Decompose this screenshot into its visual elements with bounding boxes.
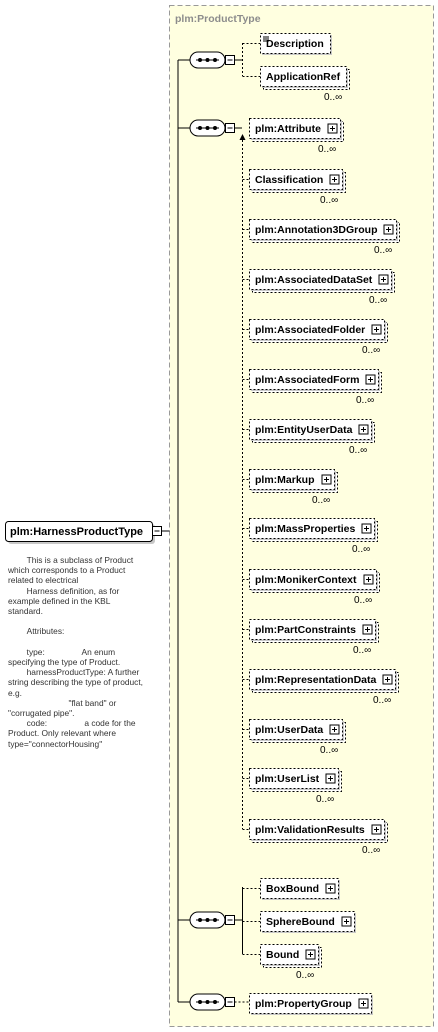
element-box-bound[interactable] (261, 879, 341, 901)
multiplicity-label: 0..∞ (324, 92, 343, 103)
expand-icon[interactable] (306, 950, 315, 959)
expand-icon[interactable] (328, 124, 337, 133)
sequence-icon (190, 120, 225, 136)
root-element-label: plm:HarnessProductType (10, 526, 144, 538)
sequence-icon (190, 912, 225, 928)
element-label: plm:PropertyGroup (255, 998, 352, 1010)
expand-icon[interactable] (330, 725, 339, 734)
multiplicity-label: 0..∞ (320, 195, 339, 206)
element-label: plm:EntityUserData (255, 424, 353, 436)
element-label: plm:PartConstraints (255, 624, 356, 636)
element-label: Description (266, 38, 324, 50)
element-label: plm:RepresentationData (255, 674, 377, 686)
expand-icon[interactable] (383, 675, 392, 684)
expand-icon[interactable] (326, 884, 335, 893)
element-description[interactable] (261, 34, 333, 56)
element-label: plm:ValidationResults (255, 824, 365, 836)
expand-icon[interactable] (342, 917, 351, 926)
multiplicity-label: 0..∞ (362, 345, 381, 356)
expand-icon[interactable] (372, 325, 381, 334)
element-label: plm:UserData (255, 724, 324, 736)
element-label: Classification (255, 174, 324, 186)
expand-icon[interactable] (372, 825, 381, 834)
expand-icon[interactable] (364, 575, 373, 584)
expand-icon[interactable] (366, 375, 375, 384)
element-label: BoxBound (266, 883, 320, 895)
element-label: ApplicationRef (266, 71, 341, 83)
multiplicity-label: 0..∞ (353, 645, 372, 656)
multiplicity-label: 0..∞ (354, 595, 373, 606)
expand-icon[interactable] (330, 175, 339, 184)
element-label: plm:AssociatedFolder (255, 324, 366, 336)
multiplicity-label: 0..∞ (362, 845, 381, 856)
multiplicity-label: 0..∞ (369, 295, 388, 306)
root-collapse-icon[interactable] (153, 527, 162, 536)
element-label: plm:MonikerContext (255, 574, 357, 586)
expand-icon[interactable] (384, 225, 393, 234)
expand-icon[interactable] (326, 774, 335, 783)
multiplicity-label: 0..∞ (373, 695, 392, 706)
element-label: SphereBound (266, 916, 335, 928)
expand-icon[interactable] (363, 625, 372, 634)
sequence-collapse-icon[interactable] (226, 124, 235, 133)
multiplicity-label: 0..∞ (318, 144, 337, 155)
multiplicity-label: 0..∞ (374, 245, 393, 256)
element-sphere-bound[interactable] (261, 912, 357, 934)
sequence-collapse-icon[interactable] (226, 56, 235, 65)
element-label: plm:Annotation3DGroup (255, 224, 378, 236)
multiplicity-label: 0..∞ (296, 970, 315, 981)
expand-icon[interactable] (322, 475, 331, 484)
element-property-group[interactable] (250, 994, 374, 1016)
multiplicity-label: 0..∞ (349, 445, 368, 456)
expand-icon[interactable] (362, 524, 371, 533)
element-label: Bound (266, 949, 300, 961)
element-label: plm:Markup (255, 474, 315, 486)
container-title: plm:ProductType (175, 13, 261, 25)
multiplicity-label: 0..∞ (312, 495, 331, 506)
multiplicity-label: 0..∞ (316, 794, 335, 805)
element-label: plm:AssociatedDataSet (255, 274, 373, 286)
expand-icon[interactable] (359, 425, 368, 434)
sequence-icon (190, 994, 225, 1010)
multiplicity-label: 0..∞ (356, 395, 375, 406)
sequence-collapse-icon[interactable] (226, 998, 235, 1007)
multiplicity-label: 0..∞ (352, 544, 371, 555)
element-label: plm:AssociatedForm (255, 374, 360, 386)
sequence-icon (190, 52, 225, 68)
sequence-collapse-icon[interactable] (226, 916, 235, 925)
element-label: plm:MassProperties (255, 523, 356, 535)
expand-icon[interactable] (379, 275, 388, 284)
expand-icon[interactable] (359, 999, 368, 1008)
documentation-text: This is a subclass of Product which corresponds to a Product related to electrical Harness definition, as for example defined in the KBL standard. Attributes: type: An enum specifying the type of Product. harnessProductType: A further string describing the type of product, e.g. "flat band" or "corrugated pipe". code: a code for the Product. Only relevant where type="connectorHousing" (8, 555, 144, 749)
element-label: plm:Attribute (255, 123, 321, 135)
element-label: plm:UserList (255, 773, 320, 785)
multiplicity-label: 0..∞ (320, 745, 339, 756)
product-type-container (170, 6, 434, 1027)
